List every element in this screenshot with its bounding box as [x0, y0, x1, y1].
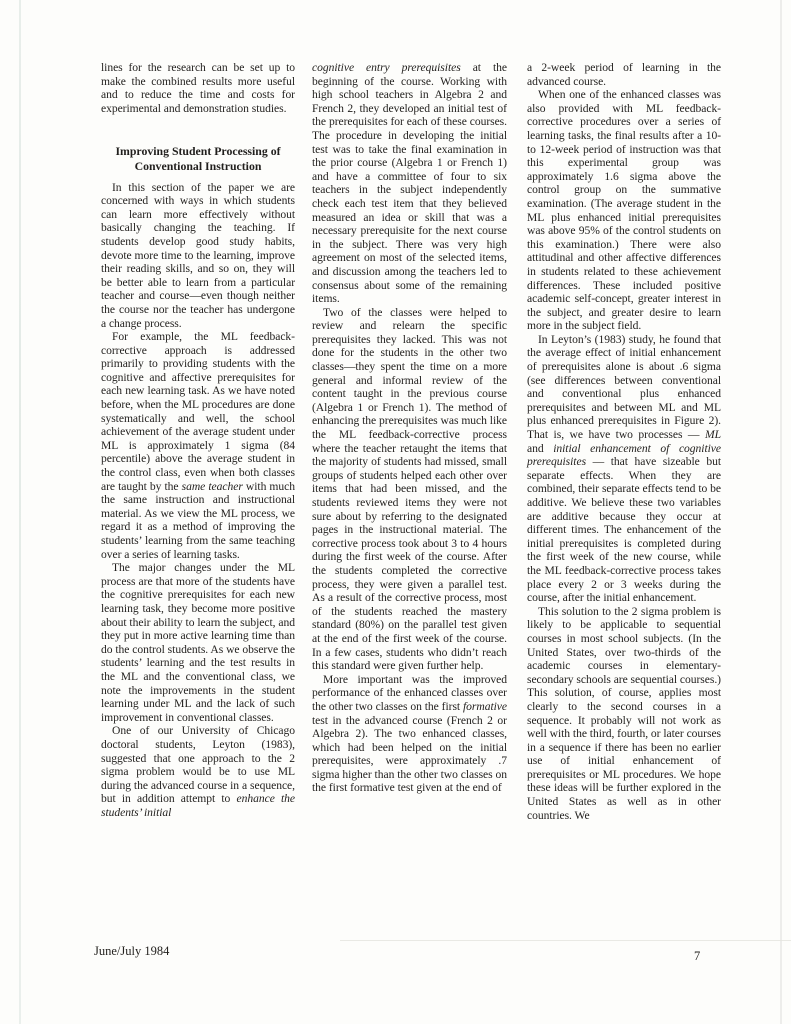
paragraph [101, 181, 295, 331]
paragraph [527, 61, 721, 88]
body-text: One of our University of Chicago doctoral students, Leyton (1983), suggested that one approach to the 2 sigma problem would be to use ML during the advanced course in a sequence, but in addition attempt to [101, 724, 295, 806]
italic-text: initial enhancement of cognitive prerequisites [527, 441, 721, 469]
page-number: 7 [694, 949, 701, 963]
body-text: When one of the enhanced classes was also provided with ML feedback-corrective procedures over a series of learning tasks, the final results after a 10- to 12-week period of instruction was that this experimental group was approximately 1.6 sigma above the control group on the summative examination. (The average student in the ML plus enhanced initial prerequisites was above 95% of the control students on this examination.) There were also attitudinal and other affective differences in students related to these achievement differences. These included positive academic self-concept, greater interest in the subject, and greater desire to learn more in the subject field. [527, 88, 721, 333]
paragraph [312, 61, 507, 306]
body-text: The major changes under the ML process are that more of the students have the cognitive prerequisites for each new learning task, they become more positive about their ability to learn the subject, and they put in more active learning time than do the control students. As we observe the students’ learning and the test results in the ML and the conventional class, we note the improvements in the student learning under ML and the lack of such improvement in conventional classes. [101, 561, 295, 724]
body-text: at the beginning of the course. Working with high school teachers in Algebra 2 and French 2, they developed an initial test of the prerequisites for each of these courses. The procedure in developing the initial test was to take the final examination in the prior course (Algebra 1 or French 1) and have a committee of four to six teachers in the subject independently check each test item that they believed measured an idea or skill that was a necessary prerequisite for the next course in the subject. There was very high agreement on most of the selected items, and discussion among the teachers led to consensus about some of the remaining items. [312, 61, 508, 306]
paragraph [101, 330, 295, 561]
italic-text: formative [463, 699, 507, 713]
body-text: More important was the improved performance of the enhanced classes over the other two classes on the first [312, 672, 507, 713]
body-text: In this section of the paper we are concerned with ways in which students can learn more effectively without basically changing the teaching. If students develop good study habits, devote more time to the learning, improve their reading skills, and so on, they will be better able to learn from a particular teacher and course—even though neither the course nor the teacher has undergone a change process. [101, 180, 295, 330]
text-column-3 [527, 61, 721, 822]
body-text: This solution to the 2 sigma problem is likely to be applicable to sequential courses in most school subjects. (In the United States, over two-thirds of the academic courses in elementary-secondary schools are sequential courses.) This solution, of course, applies most clearly to the second courses in a sequence. It probably will not work as well with the third, fourth, or later courses in a sequence if there has been no earlier use of initial enhancement of prerequisites or ML procedures. We hope these ideas will be further explored in the United States as well as in other countries. We [527, 604, 721, 822]
paragraph [527, 605, 721, 823]
body-text: — that have sizeable but separate effects. When they are combined, their separate effects tend to be additive. We believe these two variables are additive because they occur at different times. The enhancement of the initial prerequisites is completed during the first week of the new course, while the ML feedback-corrective process takes place every 2 or 3 weeks during the course, after the initial enhancement. [527, 455, 721, 605]
body-text: with much the same instruction and instructional material. As we view the ML process, we regard it as a method of improving the students’ learning from the same teaching over a series of learning tasks. [101, 479, 295, 561]
text-column-2 [312, 61, 507, 795]
italic-text: enhance the students’ initial [101, 792, 296, 819]
body-text: a 2-week period of learning in the advanced course. [527, 61, 721, 88]
journal-date: June/July 1984 [94, 944, 170, 958]
body-text: For example, the ML feedback-corrective approach is addressed primarily to providing students with the cognitive and affective prerequisites for each new learning task. As we have noted before, when the ML procedures are done systematically and well, the school achievement of the average student under ML is approximately 1 sigma (84 percentile) above the average student in the control class, even when both classes are taught by the [101, 330, 295, 493]
page-edge-crease-left [19, 0, 21, 1024]
body-text: and [527, 441, 554, 455]
text-column-1 [101, 61, 295, 819]
paragraph [527, 88, 721, 333]
body-text: lines for the research can be set up to make the combined results more useful and to reduce the time and costs for experimental and demonstration studies. [101, 61, 295, 115]
paragraph [312, 673, 507, 795]
italic-text: cognitive entry prerequisites [312, 61, 461, 74]
italic-text: ML [704, 428, 721, 442]
page-edge-crease-right [780, 0, 782, 1024]
italic-text: same teacher [181, 479, 243, 493]
scan-streak [340, 940, 791, 941]
body-text: test in the advanced course (French 2 or Algebra 2). The two enhanced classes, which had been helped on the initial prerequisites, were approximately .7 sigma higher than the other two classes on the first formative test given at the end of [312, 713, 507, 795]
body-text: In Leyton’s (1983) study, he found that the average effect of initial enhancement of prerequisites alone is about .6 sigma (see differences between conventional and conventional plus enhanced prerequisites and between ML and ML plus enhanced prerequisites in Figure 2). That is, we have two processes — [527, 332, 721, 442]
paragraph [101, 724, 295, 819]
paragraph [527, 333, 721, 605]
section-heading: Improving Student Processing of Conventional Instruction [115, 144, 281, 173]
paragraph [101, 61, 295, 115]
paragraph [101, 561, 295, 724]
paragraph [312, 306, 507, 673]
body-text: Two of the classes were helped to review and relearn the specific prerequisites they lacked. This was not done for the students in the other two classes—they spent the time on a more general and informal review of the content taught in the previous course (Algebra 1 or French 1). The method of enhancing the prerequisites was much like the ML feedback-corrective process where the teacher retaught the items that the majority of students had missed, small groups of students helped each other over items that had been missed, and the students reviewed items they were not sure about by referring to the designated pages in the instructional material. The corrective process took about 3 to 4 hours during the first week of the course. After the students completed the corrective process, they were given a parallel test. As a result of the corrective process, most of the students reached the mastery standard (80%) on the parallel test given at the end of the first week of the course. In a few cases, students who didn’t reach this standard were given further help. [312, 305, 507, 673]
